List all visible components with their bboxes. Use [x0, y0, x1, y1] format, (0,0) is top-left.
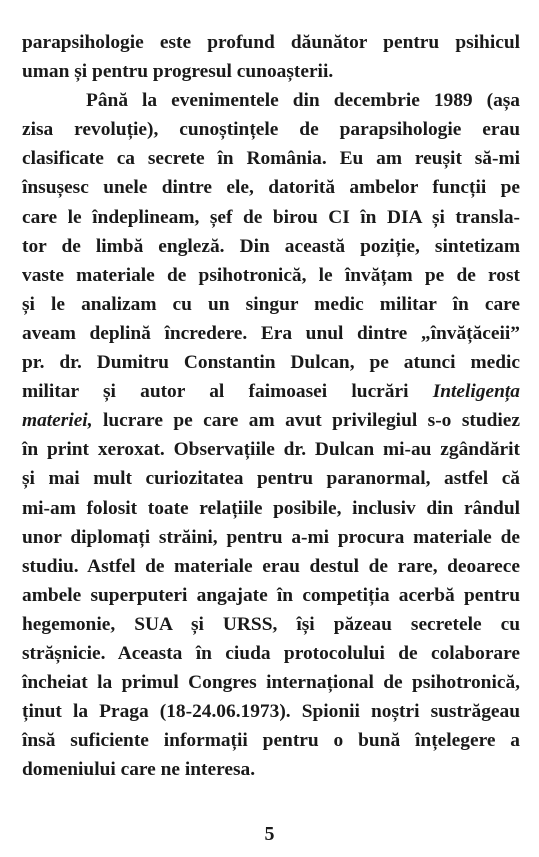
text-line: hegemonie, SUA și URSS, își păzeau secretele cu — [22, 613, 520, 635]
text-line: încheiat la primul Congres internațional de psihotronică, — [22, 672, 520, 694]
text-line-with-title-end: materiei, lucrare pe care am avut privilegiul s-o studiez — [22, 410, 520, 432]
text-line-with-title: militar și autor al faimoasei lucrări Inteligența — [22, 381, 520, 403]
body-text — [22, 28, 520, 784]
book-title-italic: Inteligența — [432, 381, 520, 403]
text-line: pr. dr. Dumitru Constantin Dulcan, pe atunci medic — [22, 352, 520, 374]
book-title-italic: materiei, — [22, 410, 93, 432]
text-line: însă suficiente informații pentru o bună înțelegere a — [22, 730, 520, 752]
page-number: 5 — [264, 823, 275, 845]
text-line: care le îndeplineam, șef de birou CI în DIA și transla- — [22, 206, 520, 228]
text-line: vaste materiale de psihotronică, le învățam pe de rost — [22, 264, 520, 286]
text-line: zisa revoluție), cunoștințele de parapsihologie erau — [22, 119, 520, 141]
text-line: și mai mult curiozitatea pentru paranormal, astfel că — [22, 468, 520, 490]
text-line: domeniului care ne interesa. — [22, 759, 256, 781]
text-line: însușesc unele dintre ele, datorită ambelor funcții pe — [22, 177, 520, 199]
text-line: strășnicie. Aceasta în ciuda protocolului de colaborare — [22, 642, 520, 664]
text-line: uman și pentru progresul cunoașterii. — [22, 61, 334, 83]
text-line: parapsihologie este profund dăunător pentru psihicul — [22, 32, 520, 53]
text-line: și le analizam cu un singur medic militar în care — [22, 293, 520, 315]
text-line: mi-am folosit toate relațiile posibile, inclusiv din rândul — [22, 497, 520, 519]
text-line: tor de limbă engleză. Din această poziție, sintetizam — [22, 235, 520, 257]
text-line: ambele superputeri angajate în competiția acerbă pentru — [22, 584, 520, 606]
text-line: în print xeroxat. Observațiile dr. Dulcan mi-au zgândărit — [22, 439, 520, 461]
text-line: aveam deplină încredere. Era unul dintre „învățăceii” — [22, 322, 520, 344]
text-line: clasificate ca secrete în România. Eu am reușit să-mi — [22, 148, 520, 170]
text-line: studiu. Astfel de materiale erau destul de rare, deoarece — [22, 555, 520, 577]
text-line: unor diplomați străini, pentru a-mi procura materiale de — [22, 526, 520, 548]
text-line-paragraph-start: Până la evenimentele din decembrie 1989 (așa — [86, 90, 520, 112]
text-line: ținut la Praga (18-24.06.1973). Spionii noștri sustrăgeau — [22, 701, 520, 723]
